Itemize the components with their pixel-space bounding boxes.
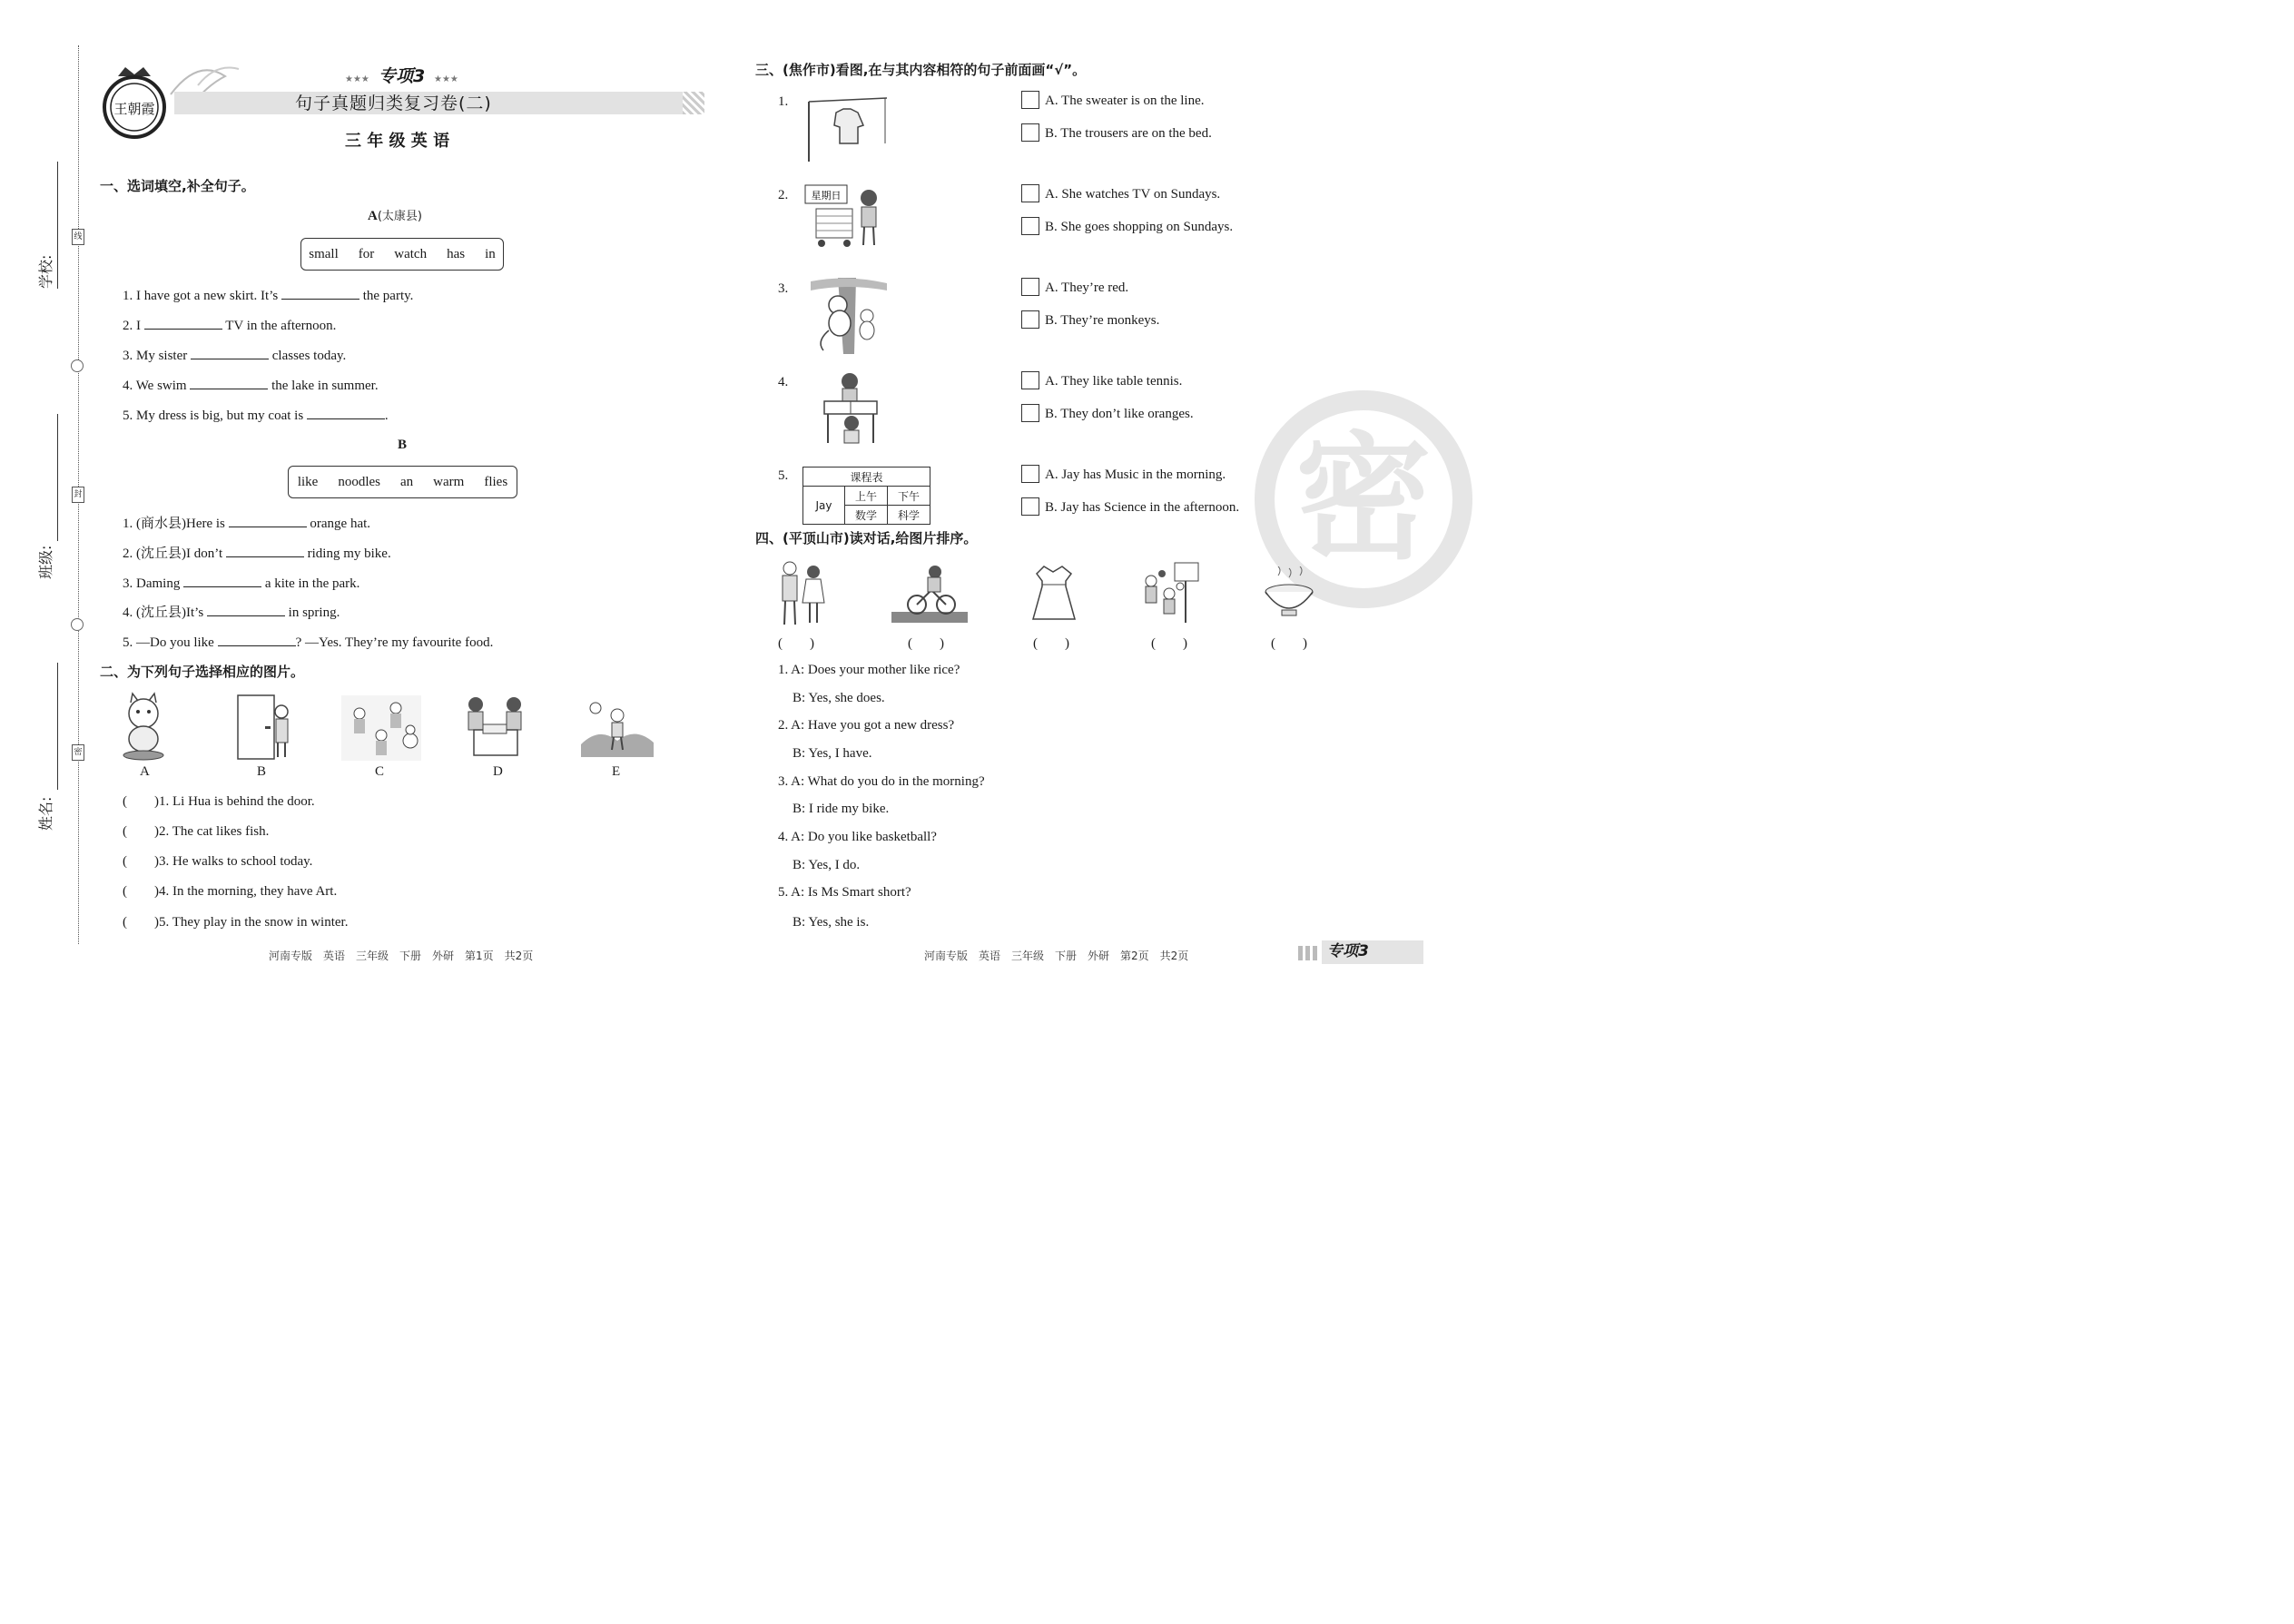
dialogue-5-a: 5. A: Is Ms Smart short? (778, 885, 911, 900)
answer-paren[interactable]: ( ) (123, 794, 159, 809)
partA-item-1: 1. I have got a new skirt. It’s the party. (123, 289, 414, 303)
dialogue-1-b: B: Yes, she does. (793, 691, 885, 705)
schedule-title: 课程表 (803, 468, 930, 487)
order-paren-2[interactable]: ( ) (908, 636, 944, 651)
dialogue-5-b: B: Yes, she is. (793, 915, 870, 930)
partB-label: B (398, 438, 408, 452)
s3-option-4a: A. They like table tennis. (1045, 374, 1183, 389)
schedule-pm: 下午 (888, 487, 930, 506)
s3-option-4b: B. They don’t like oranges. (1045, 407, 1194, 421)
section3-heading: 三、(焦作市)看图,在与其内容相符的句子前面画“√”。 (755, 62, 1087, 78)
page-subtitle: 三 年 级 英 语 (345, 132, 450, 151)
schedule-name: Jay (803, 487, 845, 525)
special-label: 专项3 (379, 66, 426, 86)
answer-blank[interactable] (307, 407, 385, 419)
answer-paren[interactable]: ( ) (123, 854, 159, 869)
s3-option-2a: A. She watches TV on Sundays. (1045, 187, 1221, 202)
answer-blank[interactable] (190, 377, 268, 389)
title-bar-pattern (683, 92, 704, 114)
checkbox-4b[interactable] (1021, 404, 1039, 422)
watermark-seal: 密 (1255, 390, 1472, 608)
section2-heading: 二、为下列句子选择相应的图片。 (100, 664, 305, 680)
section2-item-2: ( )2. The cat likes fish. (123, 824, 270, 839)
picture-label-a: A (140, 764, 150, 779)
partA-item-2: 2. I TV in the afternoon. (123, 319, 337, 333)
order-paren-5[interactable]: ( ) (1271, 636, 1307, 651)
dialogue-1-a: 1. A: Does your mother like rice? (778, 663, 960, 677)
picture-d-kids-at-art-table (461, 694, 528, 761)
answer-blank[interactable] (191, 347, 269, 359)
answer-blank[interactable] (183, 575, 261, 587)
word-option: small (309, 246, 339, 261)
binding-tag-seal: 封 (72, 487, 84, 503)
svg-text:王朝霞: 王朝霞 (113, 101, 155, 117)
checkbox-1a[interactable] (1021, 91, 1039, 109)
checkbox-5a[interactable] (1021, 465, 1039, 483)
picture-e-boy-walking-outdoors (581, 699, 654, 757)
footer-right: 河南专版 英语 三年级 下册 外研 第2页 共2页 (924, 950, 1189, 962)
word-option: flies (484, 474, 508, 489)
section2-item-1: ( )1. Li Hua is behind the door. (123, 794, 315, 809)
footer-left: 河南专版 英语 三年级 下册 外研 第1页 共2页 (269, 950, 534, 962)
s3-num-3: 3. (778, 281, 789, 296)
picture-b-boy-behind-door (232, 692, 292, 761)
s3-num-4: 4. (778, 375, 789, 389)
checkbox-1b[interactable] (1021, 123, 1039, 142)
answer-blank[interactable] (281, 287, 359, 300)
schedule-pm-subject: 科学 (888, 506, 930, 525)
picture-label-e: E (612, 764, 621, 779)
logo-emblem (100, 64, 169, 142)
name-label: 姓名: (37, 796, 54, 831)
picture-new-dress (1031, 565, 1077, 623)
binding-circle-1 (71, 359, 84, 372)
picture-sweater-on-line (803, 89, 891, 163)
picture-girl-shopping (803, 183, 885, 249)
picture-kids-basketball (1138, 561, 1200, 625)
picture-c-kids-in-snow (341, 695, 421, 761)
binding-tag-secret: 密 (72, 744, 84, 761)
order-paren-1[interactable]: ( ) (778, 636, 814, 651)
school-label: 学校: (37, 254, 54, 289)
s3-num-2: 2. (778, 188, 789, 202)
word-option: has (447, 246, 466, 261)
answer-paren[interactable]: ( ) (123, 915, 159, 930)
school-field[interactable] (57, 162, 58, 289)
section2-item-3: ( )3. He walks to school today. (123, 854, 313, 869)
answer-paren[interactable]: ( ) (123, 824, 159, 839)
dialogue-4-b: B: Yes, I do. (793, 858, 861, 872)
s3-option-3a: A. They’re red. (1045, 281, 1129, 295)
section1-heading: 一、选词填空,补全句子。 (100, 178, 255, 194)
word-option: in (485, 246, 496, 261)
picture-label-d: D (493, 764, 503, 779)
footer-tag-pattern (1298, 946, 1320, 960)
partB-item-1: 1. (商水县)Here is orange hat. (123, 517, 371, 531)
checkbox-5b[interactable] (1021, 497, 1039, 516)
picture-a-cat-with-fish (116, 692, 171, 761)
dialogue-2-b: B: Yes, I have. (793, 746, 872, 761)
picture-girl-riding-bike (890, 561, 970, 625)
stars-left: ★★★ (345, 74, 369, 84)
partB-item-2: 2. (沈丘县)I don’t riding my bike. (123, 546, 391, 561)
class-label: 班级: (37, 545, 54, 579)
picture-table-tennis (819, 370, 882, 452)
section4-heading: 四、(平顶山市)读对话,给图片排序。 (755, 530, 978, 546)
dialogue-3-b: B: I ride my bike. (793, 802, 890, 816)
s3-option-5b: B. Jay has Science in the afternoon. (1045, 500, 1240, 515)
partA-item-4: 4. We swim the lake in summer. (123, 379, 379, 393)
answer-paren[interactable]: ( ) (123, 884, 159, 899)
picture-monkeys-in-tree (811, 278, 887, 354)
s3-option-5a: A. Jay has Music in the morning. (1045, 468, 1226, 482)
s3-option-3b: B. They’re monkeys. (1045, 313, 1160, 328)
partB-item-3: 3. Daming a kite in the park. (123, 576, 360, 591)
schedule-am: 上午 (845, 487, 888, 506)
s3-option-2b: B. She goes shopping on Sundays. (1045, 220, 1234, 234)
checkbox-3b[interactable] (1021, 310, 1039, 329)
answer-blank[interactable] (144, 317, 222, 330)
s3-num-1: 1. (778, 94, 789, 109)
checkbox-2a[interactable] (1021, 184, 1039, 202)
answer-blank[interactable] (218, 634, 296, 646)
picture-woman-and-man (775, 559, 830, 626)
dialogue-3-a: 3. A: What do you do in the morning? (778, 774, 985, 789)
schedule-table (802, 467, 930, 525)
answer-blank[interactable] (226, 545, 304, 557)
partA-item-3: 3. My sister classes today. (123, 349, 347, 363)
s3-option-1b: B. The trousers are on the bed. (1045, 126, 1212, 141)
stars-right: ★★★ (434, 74, 458, 84)
order-paren-3[interactable]: ( ) (1033, 636, 1069, 651)
order-paren-4[interactable]: ( ) (1151, 636, 1187, 651)
section2-item-5: ( )5. They play in the snow in winter. (123, 915, 349, 930)
schedule-am-subject: 数学 (845, 506, 888, 525)
name-field[interactable] (57, 663, 58, 790)
checkbox-4a[interactable] (1021, 371, 1039, 389)
partB-item-5: 5. —Do you like ? —Yes. They’re my favourite food. (123, 635, 494, 650)
svg-text:星期日: 星期日 (811, 190, 842, 202)
word-option: watch (394, 246, 428, 261)
picture-label-c: C (375, 764, 385, 779)
binding-circle-2 (71, 618, 84, 631)
section2-item-4: ( )4. In the morning, they have Art. (123, 884, 338, 899)
word-option: noodles (338, 474, 380, 489)
picture-bowl-of-rice (1260, 566, 1318, 621)
page-title: 句子真题归类复习卷(二) (295, 94, 492, 113)
dialogue-2-a: 2. A: Have you got a new dress? (778, 718, 955, 733)
footer-tag: 专项3 (1327, 942, 1369, 960)
word-option: warm (433, 474, 465, 489)
checkbox-3a[interactable] (1021, 278, 1039, 296)
partA-word-box (300, 238, 504, 271)
s3-option-1a: A. The sweater is on the line. (1045, 94, 1205, 108)
word-option: for (358, 246, 375, 261)
binding-tag-line: 线 (72, 229, 84, 245)
partB-item-4: 4. (沈丘县)It’s in spring. (123, 605, 340, 620)
answer-blank[interactable] (229, 515, 307, 527)
class-field[interactable] (57, 414, 58, 541)
partB-word-box (288, 466, 517, 498)
answer-blank[interactable] (207, 604, 285, 616)
partA-label: A(太康县) (368, 209, 422, 223)
picture-label-b: B (257, 764, 267, 779)
word-option: like (297, 474, 319, 489)
s3-num-5: 5. (778, 468, 789, 483)
checkbox-2b[interactable] (1021, 217, 1039, 235)
dialogue-4-a: 4. A: Do you like basketball? (778, 830, 937, 844)
partA-item-5: 5. My dress is big, but my coat is . (123, 408, 389, 423)
word-option: an (400, 474, 414, 489)
